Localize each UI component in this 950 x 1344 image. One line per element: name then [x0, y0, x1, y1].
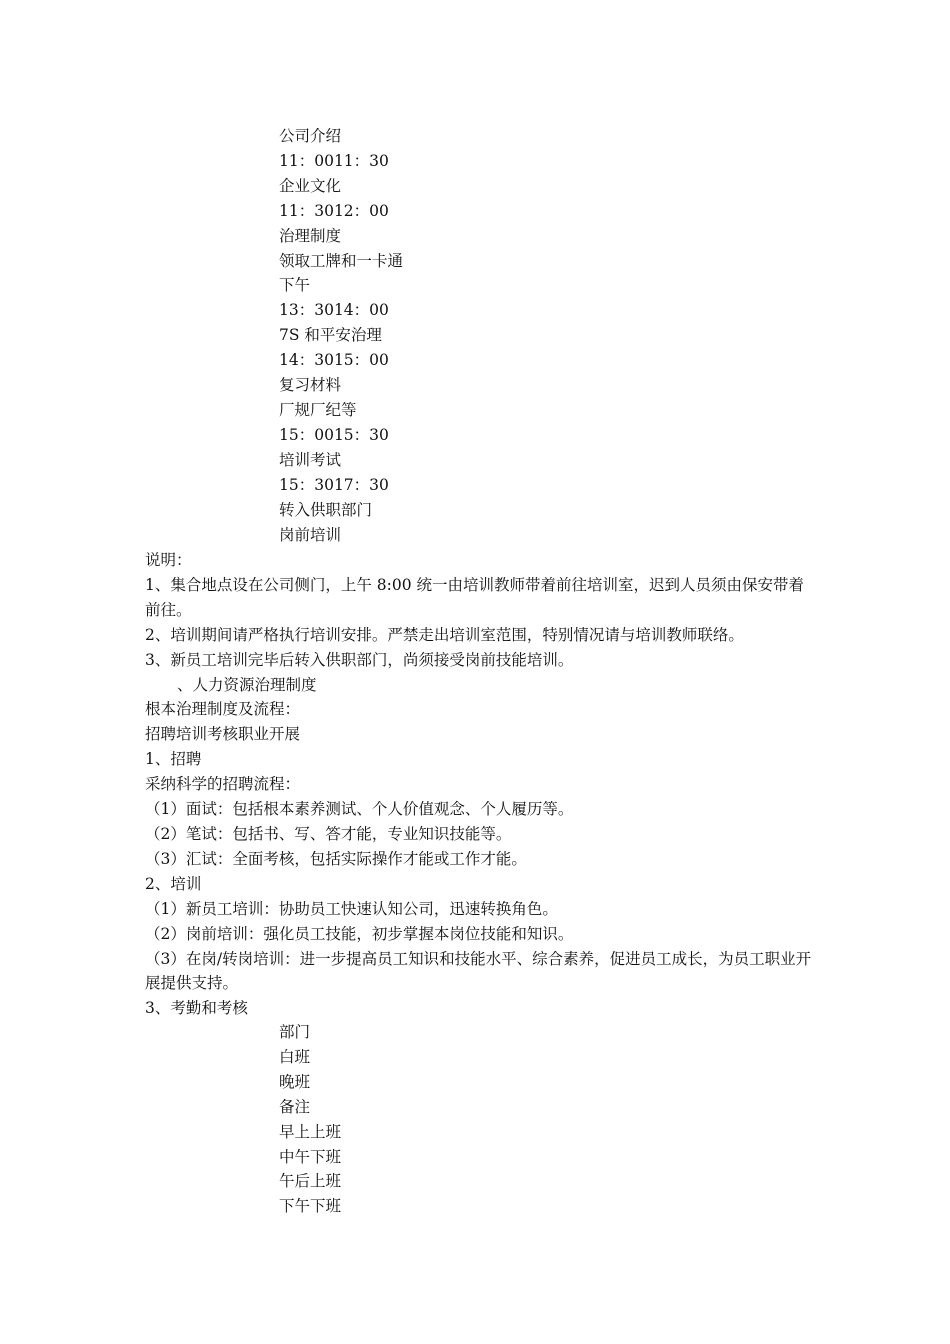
- table-cell: 早上上班: [279, 1122, 342, 1141]
- training-item-2: （2）岗前培训：强化员工技能，初步掌握本岗位技能和知识。: [145, 924, 574, 943]
- schedule-item: 领取工牌和一卡通: [279, 251, 404, 270]
- table-cell: 晚班: [279, 1072, 311, 1091]
- recruit-heading: 1、招聘: [145, 750, 202, 769]
- schedule-item: 企业文化: [279, 176, 342, 195]
- basic-process-title: 根本治理制度及流程：: [145, 700, 301, 719]
- training-item-1: （1）新员工培训：协助员工快速认知公司，迅速转换角色。: [145, 899, 558, 918]
- schedule-item: 岗前培训: [279, 525, 342, 544]
- schedule-time: 11：0011：30: [279, 151, 389, 170]
- schedule-time: 15：3017：30: [279, 475, 389, 494]
- hr-section-title: 、人力资源治理制度: [177, 675, 317, 694]
- table-cell: 午后上班: [279, 1172, 342, 1191]
- notes-section: [145, 548, 815, 1021]
- schedule-item: 7S 和平安治理: [279, 326, 382, 345]
- attendance-heading: 3、考勤和考核: [145, 999, 248, 1018]
- schedule-time: 11：3012：00: [279, 201, 389, 220]
- table-cell: 备注: [279, 1097, 311, 1116]
- schedule-item: 培训考试: [279, 450, 342, 469]
- training-heading: 2、培训: [145, 874, 202, 893]
- attendance-table: [279, 1020, 341, 1219]
- recruit-intro: 采纳科学的招聘流程：: [145, 775, 301, 794]
- recruit-step-1: （1）面试：包括根本素养测试、个人价值观念、个人履历等。: [145, 800, 574, 819]
- table-cell: 中午下班: [279, 1147, 342, 1166]
- training-schedule: [279, 124, 403, 547]
- schedule-item: 治理制度: [279, 226, 342, 245]
- schedule-item: 厂规厂纪等: [279, 400, 357, 419]
- table-cell: 部门: [279, 1023, 311, 1041]
- schedule-time: 14：3015：00: [279, 351, 389, 370]
- schedule-item: 公司介绍: [279, 127, 342, 145]
- table-cell: 下午下班: [279, 1197, 342, 1216]
- schedule-item: 复习材料: [279, 376, 342, 395]
- notes-label: 说明：: [145, 551, 192, 569]
- recruit-step-2: （2）笔试：包括书、写、答才能，专业知识技能等。: [145, 824, 512, 843]
- schedule-period: 下午: [279, 276, 311, 295]
- schedule-time: 15：0015：30: [279, 425, 389, 444]
- note-2: 2、培训期间请严格执行培训安排。严禁走出培训室范围，特别情况请与培训教师联络。: [145, 625, 744, 644]
- schedule-time: 13：3014：00: [279, 301, 389, 320]
- note-3: 3、新员工培训完毕后转入供职部门，尚须接受岗前技能培训。: [145, 650, 574, 669]
- process-flow: 招聘培训考核职业开展: [145, 725, 301, 744]
- table-cell: 白班: [279, 1047, 311, 1066]
- schedule-item: 转入供职部门: [279, 500, 373, 519]
- training-item-3: （3）在岗/转岗培训：进一步提高员工知识和技能水平、综合素养，促进员工成长，为员工职业开展提供支持。: [145, 949, 812, 993]
- recruit-step-3: （3）汇试：全面考核，包括实际操作才能或工作才能。: [145, 849, 527, 868]
- note-1: 1、集合地点设在公司侧门，上午 8:00 统一由培训教师带着前往培训室，迟到人员须由保安带着前往。: [145, 575, 805, 619]
